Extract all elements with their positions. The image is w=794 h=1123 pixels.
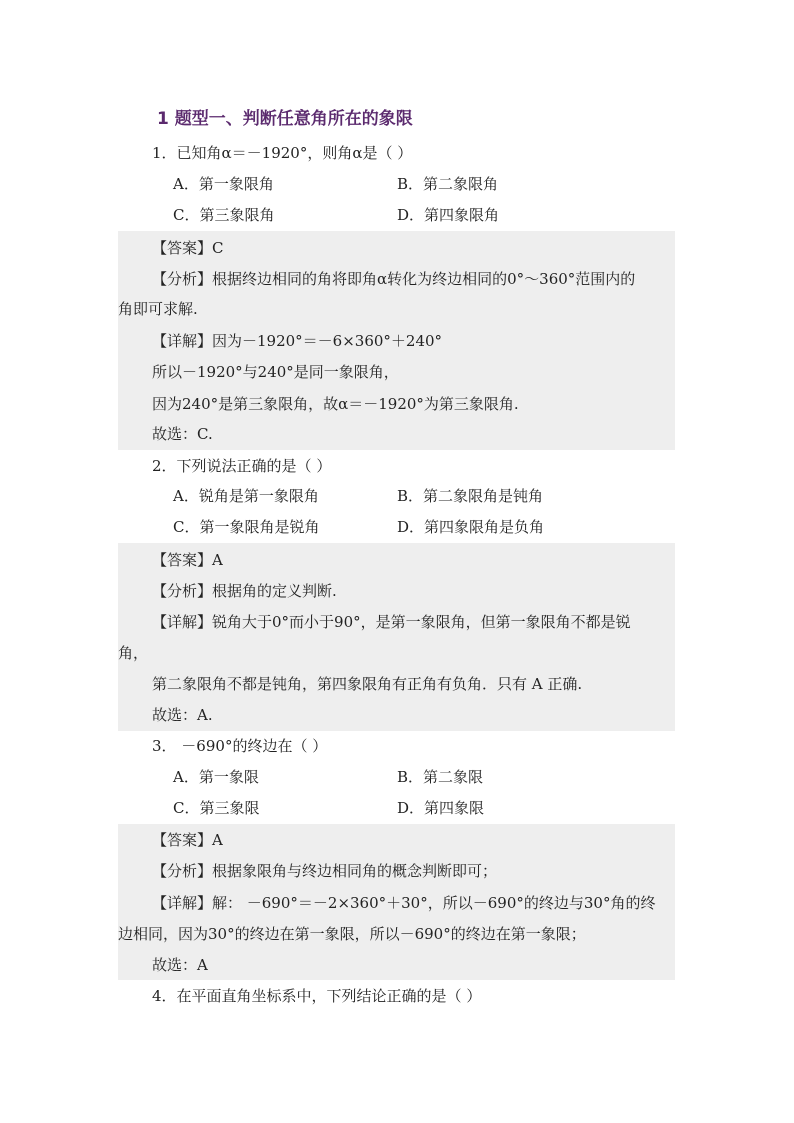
- question-4-stem: 4．在平面直角坐标系中，下列结论正确的是（ ）: [152, 987, 482, 1005]
- question-1-analysis: 【分析】根据终边相同的角将即角α转化为终边相同的0°～360°范围内的: [152, 270, 636, 288]
- question-2-detail-1: 【详解】锐角大于0°而小于90°，是第一象限角，但第一象限角不都是锐: [152, 613, 631, 631]
- question-1-option-c: C．第三象限角: [173, 206, 275, 224]
- question-2-solution-box: [118, 543, 675, 731]
- question-3-answer: 【答案】A: [152, 831, 223, 849]
- question-1-option-d: D．第四象限角: [397, 206, 500, 224]
- question-1-detail-3: 因为240°是第三象限角，故α＝－1920°为第三象限角.: [152, 395, 519, 413]
- question-3-option-b: B．第二象限: [397, 768, 484, 786]
- question-1-stem: 1．已知角α＝－1920°，则角α是（ ）: [152, 144, 413, 162]
- question-2-detail-2: 第二象限角不都是钝角，第四象限角有正角有负角．只有 A 正确.: [152, 675, 583, 693]
- question-3-choose: 故选：A: [152, 956, 208, 974]
- question-1-choose: 故选：C.: [152, 425, 213, 443]
- question-2-answer: 【答案】A: [152, 551, 223, 569]
- section-title: 1 题型一、判断任意角所在的象限: [157, 109, 413, 129]
- question-2-detail-1-cont: 角，: [118, 644, 149, 662]
- question-3-option-a: A．第一象限: [173, 768, 259, 786]
- question-3-option-d: D．第四象限: [397, 799, 485, 817]
- question-2-analysis: 【分析】根据角的定义判断.: [152, 582, 337, 600]
- question-2-stem: 2．下列说法正确的是（ ）: [152, 457, 332, 475]
- question-3-detail-1-cont: 边相同，因为30°的终边在第一象限，所以－690°的终边在第一象限；: [118, 925, 586, 943]
- question-2-option-a: A．锐角是第一象限角: [173, 487, 319, 505]
- question-1-answer: 【答案】C: [152, 239, 224, 257]
- question-3-detail-1: 【详解】解： －690°＝－2×360°＋30°，所以－690°的终边与30°角的终: [152, 894, 656, 912]
- question-1-option-a: A．第一象限角: [173, 175, 274, 193]
- question-1-detail-1: 【详解】因为－1920°＝－6×360°＋240°: [152, 332, 443, 350]
- question-2-choose: 故选：A.: [152, 706, 213, 724]
- question-3-analysis: 【分析】根据象限角与终边相同角的概念判断即可；: [152, 862, 498, 880]
- question-3-option-c: C．第三象限: [173, 799, 260, 817]
- question-2-option-b: B．第二象限角是钝角: [397, 487, 544, 505]
- question-2-option-c: C．第一象限角是锐角: [173, 518, 320, 536]
- question-1-detail-2: 所以－1920°与240°是同一象限角，: [152, 363, 399, 381]
- question-2-option-d: D．第四象限角是负角: [397, 518, 545, 536]
- question-1-analysis-cont: 角即可求解.: [118, 300, 198, 318]
- question-3-stem: 3． －690°的终边在（ ）: [152, 737, 328, 755]
- question-1-option-b: B．第二象限角: [397, 175, 499, 193]
